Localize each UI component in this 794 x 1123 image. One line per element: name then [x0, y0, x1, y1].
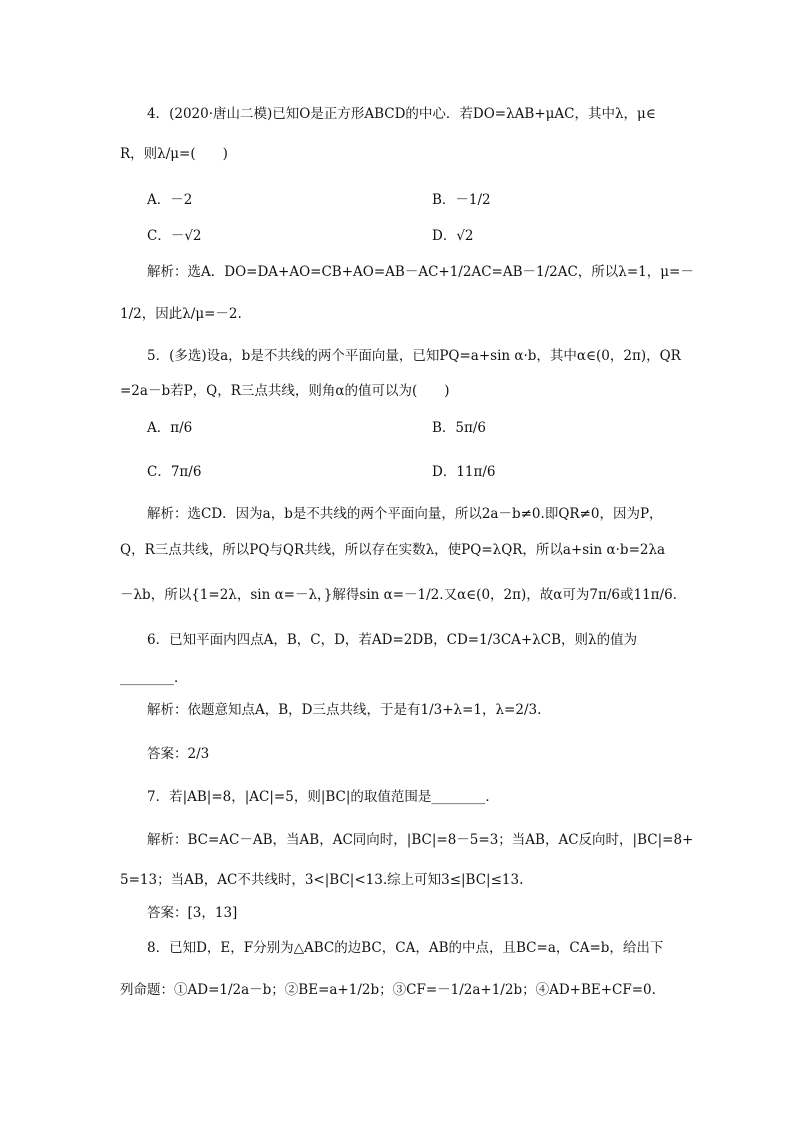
q5-line1: 5．(多选)设a，b是不共线的两个平面向量，已知PQ=a+sin α·b，其中α∈(0，2π)，QR	[147, 348, 681, 364]
q6-line1: 6．已知平面内四点A，B，C，D，若AD=2DB，CD=1/3CA+λCB，则λ的值为	[147, 632, 638, 648]
q7-answer: 答案：[3，13]	[147, 905, 238, 921]
q6-solution: 解析：依题意知点A，B，D三点共线，于是有1/3+λ=1，λ=2/3.	[147, 702, 542, 718]
q7-solution-line1: 解析：BC=AC－AB，当AB，AC同向时，|BC|=8－5=3；当AB，AC反向时，|BC|=8+	[147, 832, 694, 848]
q6-line2: ________．	[120, 670, 188, 686]
q5-option-a: A．π/6	[147, 420, 193, 436]
q4-line1: 4．(2020·唐山二模)已知O是正方形ABCD的中心．若DO=λAB+μAC，其中λ，μ∈	[147, 106, 656, 122]
q8-line2: 列命题：①AD=1/2a－b；②BE=a+1/2b；③CF=－1/2a+1/2b；④AD+BE+CF=0.	[120, 982, 656, 998]
q6-answer: 答案：2/3	[147, 746, 210, 762]
q4-option-d: D．√2	[432, 228, 474, 244]
q4-option-c: C．－√2	[147, 228, 202, 244]
q5-option-c: C．7π/6	[147, 464, 202, 480]
q7-line1: 7．若|AB|=8，|AC|=5，则|BC|的取值范围是________．	[147, 789, 499, 805]
q4-solution-line1: 解析：选A．DO=DA+AO=CB+AO=AB－AC+1/2AC=AB－1/2AC，所以λ=1，μ=－	[147, 264, 694, 280]
q5-line2: =2a－b若P，Q，R三点共线，则角α的值可以为( )	[120, 383, 450, 399]
q8-line1: 8．已知D，E，F分别为△ABC的边BC，CA，AB的中点，且BC=a，CA=b，给出下	[147, 940, 664, 956]
q5-option-d: D．11π/6	[432, 464, 496, 480]
q4-option-a: A．－2	[147, 192, 193, 208]
q5-solution-line3: －λb，所以{1=2λ，sin α=－λ，}解得sin α=－1/2.又α∈(0，2π)，故α可为7π/6或11π/6.	[120, 587, 677, 603]
q5-option-b: B．5π/6	[432, 420, 487, 436]
q4-option-b: B．－1/2	[432, 192, 491, 208]
q5-solution-line2: Q，R三点共线，所以PQ与QR共线，所以存在实数λ，使PQ=λQR，所以a+sin α·b=2λa	[120, 542, 666, 558]
q5-solution-line1: 解析：选CD．因为a，b是不共线的两个平面向量，所以2a－b≠0.即QR≠0，因为P，	[147, 506, 663, 522]
q4-line2: R，则λ/μ=( )	[120, 146, 228, 162]
q4-solution-line2: 1/2，因此λ/μ=－2.	[120, 306, 242, 322]
q7-solution-line2: 5=13；当AB，AC不共线时，3<|BC|<13.综上可知3≤|BC|≤13.	[120, 872, 524, 888]
